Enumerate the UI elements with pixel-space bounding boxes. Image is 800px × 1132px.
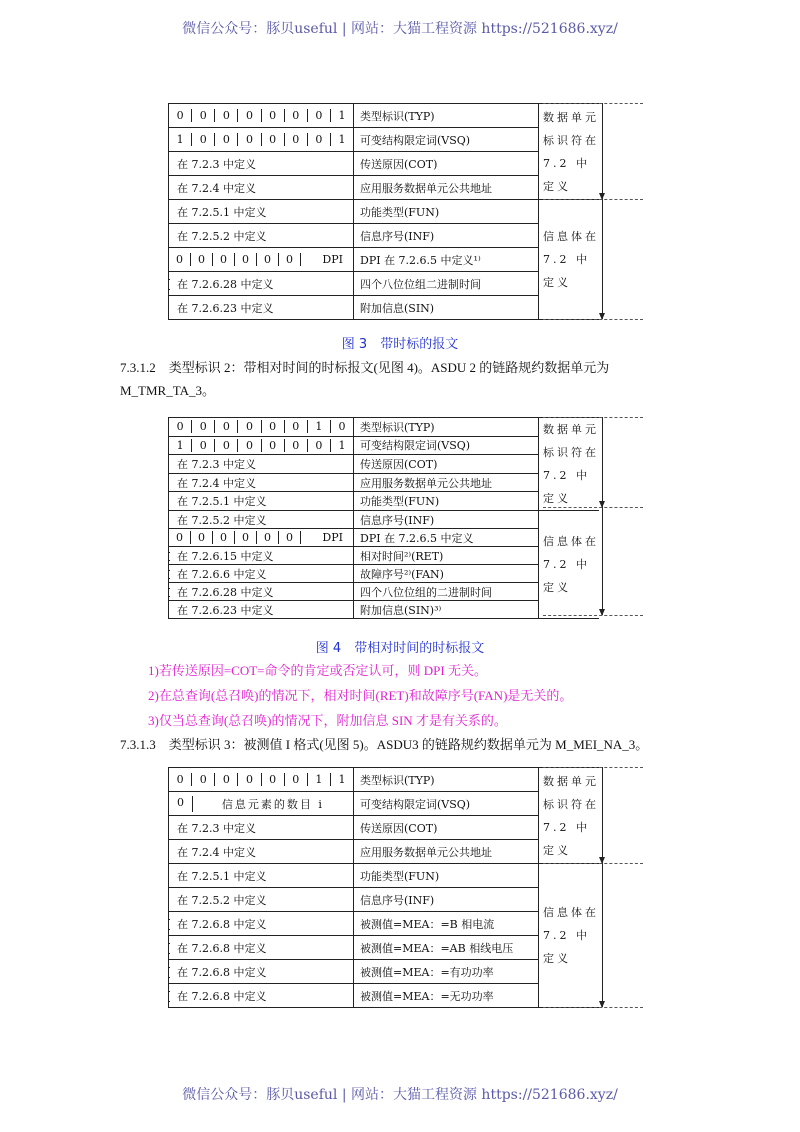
table-row xyxy=(169,224,600,248)
bit-cell: 0 xyxy=(214,420,237,433)
group-separator-line xyxy=(543,767,643,768)
group-extent-arrow xyxy=(602,863,603,1007)
table-row xyxy=(169,583,600,601)
table-row xyxy=(169,152,600,176)
field-name-cell: DPI 在 7.2.6.5 中定义 xyxy=(354,529,539,547)
bit-cell: 0 xyxy=(256,253,278,266)
group-label-cell: 信息体在 7.2 中定义 xyxy=(539,864,600,1008)
table-row xyxy=(169,936,600,960)
bit-cell: 0 xyxy=(261,439,284,452)
bit-cells xyxy=(169,796,353,812)
table-row xyxy=(169,200,600,224)
table-row xyxy=(169,248,600,272)
field-name-cell: 信息序号(INF) xyxy=(354,511,539,529)
field-name-cell: 应用服务数据单元公共地址 xyxy=(354,840,539,864)
table-row xyxy=(169,816,600,840)
field-name-cell: 传送原因(COT) xyxy=(354,152,539,176)
bit-cell: 0 xyxy=(237,439,260,452)
table-row xyxy=(169,565,600,583)
definition-text: 在 7.2.6.23 中定义 xyxy=(177,603,274,617)
bit-cell: 0 xyxy=(190,253,212,266)
bit-cell: 1 xyxy=(307,773,330,786)
bit-cell: 1 xyxy=(330,133,353,146)
table-row xyxy=(169,418,600,437)
group-label-cell: 数据单元标识符在 7.2 中定义 xyxy=(539,104,600,200)
dpi-cell: DPI xyxy=(300,531,353,544)
bit-cell: 0 xyxy=(191,109,214,122)
field-name-cell: 可变结构限定词(VSQ) xyxy=(354,792,539,816)
bit-cell: 0 xyxy=(214,439,237,452)
footnote-3: 3)仅当总查询(总召唤)的情况下，附加信息 SIN 才是有关系的。 xyxy=(148,713,507,728)
table-row xyxy=(169,864,600,888)
field-definition-cell xyxy=(169,511,354,529)
definition-text: 在 7.2.6.23 中定义 xyxy=(177,301,274,315)
field-name-cell: 被测值=MEA：=B 相电流 xyxy=(354,912,539,936)
bit-cell: 0 xyxy=(278,253,300,266)
bit-cell: 0 xyxy=(191,133,214,146)
field-definition-cell xyxy=(169,547,354,565)
field-definition-cell xyxy=(169,768,354,792)
field-name-cell: 类型标识(TYP) xyxy=(354,104,539,128)
definition-text: 在 7.2.5.1 中定义 xyxy=(177,205,267,219)
definition-text: 在 7.2.4 中定义 xyxy=(177,845,256,859)
table-row xyxy=(169,960,600,984)
bit-cell: 0 xyxy=(176,795,184,809)
bit-cell: 0 xyxy=(237,773,260,786)
group-separator-line xyxy=(543,103,643,104)
bit-cell: 0 xyxy=(261,133,284,146)
definition-text: 在 7.2.6.28 中定义 xyxy=(177,277,274,291)
multi-octet-marker xyxy=(169,552,171,561)
field-definition-cell xyxy=(169,792,354,816)
multi-octet-marker xyxy=(169,570,171,579)
field-name-cell: 被测值=MEA：=无功功率 xyxy=(354,984,539,1008)
bit-cell: 0 xyxy=(261,773,284,786)
bit-cell: 0 xyxy=(237,109,260,122)
table-row xyxy=(169,840,600,864)
field-definition-cell xyxy=(169,248,354,272)
field-definition-cell xyxy=(169,529,354,547)
table-row xyxy=(169,296,600,320)
bit-cells xyxy=(169,109,353,122)
group-extent-arrow xyxy=(602,103,603,199)
bit-cell: 0 xyxy=(284,773,307,786)
bit-cell: 0 xyxy=(234,531,256,544)
bit-cell: 0 xyxy=(176,253,183,266)
field-definition-cell xyxy=(169,272,354,296)
bit-cell: 0 xyxy=(307,109,330,122)
bit-cell: 0 xyxy=(190,531,212,544)
field-definition-cell xyxy=(169,601,354,619)
bit-cell: 0 xyxy=(214,109,237,122)
asdu-table xyxy=(168,767,599,1008)
field-definition-cell xyxy=(169,455,354,474)
field-definition-cell xyxy=(169,200,354,224)
table-row xyxy=(169,529,600,547)
field-name-cell: 功能类型(FUN) xyxy=(354,864,539,888)
definition-text: 在 7.2.6.8 中定义 xyxy=(177,965,267,979)
bit-cell: 0 xyxy=(214,773,237,786)
figure-3-caption: 图 3 带时标的报文 xyxy=(341,337,459,352)
group-separator-line xyxy=(543,507,643,508)
definition-text: 在 7.2.6.15 中定义 xyxy=(177,549,274,563)
field-name-cell: 可变结构限定词(VSQ) xyxy=(354,436,539,455)
group-extent-arrow xyxy=(602,767,603,863)
paragraph-7-3-1-2: 7.3.1.2 类型标识 2：带相对时间的时标报文(见图 4)。ASDU 2 的链路规约数据单元为 M_TMR_TA_3。 xyxy=(120,360,610,398)
header-watermark: 微信公众号：豚贝useful | 网站：大猫工程资源 https://521686.xyz/ xyxy=(182,21,618,37)
field-name-cell: 附加信息(SIN) xyxy=(354,296,539,320)
bit-cell: 1 xyxy=(330,773,353,786)
group-extent-arrow xyxy=(602,507,603,615)
field-name-cell: 信息序号(INF) xyxy=(354,888,539,912)
footnote-2: 2)在总查询(总召唤)的情况下，相对时间(RET)和故障序号(FAN)是无关的。 xyxy=(148,688,573,703)
multi-octet-marker xyxy=(169,967,171,978)
bit-cell: 1 xyxy=(176,133,184,146)
field-name-cell: 功能类型(FUN) xyxy=(354,200,539,224)
field-definition-cell xyxy=(169,224,354,248)
definition-text: 在 7.2.5.2 中定义 xyxy=(177,893,267,907)
bit-cells xyxy=(169,773,353,786)
footnote-1: 1)若传送原因=COT=命令的肯定或否定认可，则 DPI 无关。 xyxy=(148,663,487,678)
table-row xyxy=(169,436,600,455)
bit-cell: 0 xyxy=(212,253,234,266)
definition-text: 在 7.2.3 中定义 xyxy=(177,821,256,835)
field-name-cell: 功能类型(FUN) xyxy=(354,492,539,511)
bit-cell: 1 xyxy=(330,109,353,122)
field-definition-cell xyxy=(169,864,354,888)
bit-cell: 0 xyxy=(330,420,353,433)
definition-text: 在 7.2.5.1 中定义 xyxy=(177,495,267,509)
field-definition-cell xyxy=(169,984,354,1008)
table-row xyxy=(169,272,600,296)
field-name-cell: 类型标识(TYP) xyxy=(354,768,539,792)
definition-text: 在 7.2.3 中定义 xyxy=(177,157,256,171)
field-definition-cell xyxy=(169,840,354,864)
definition-text: 在 7.2.5.1 中定义 xyxy=(177,869,267,883)
definition-text: 在 7.2.5.2 中定义 xyxy=(177,513,267,527)
field-definition-cell xyxy=(169,152,354,176)
dpi-cell: DPI xyxy=(300,253,353,266)
table-row xyxy=(169,455,600,474)
field-definition-cell xyxy=(169,436,354,455)
field-definition-cell xyxy=(169,473,354,492)
bit-cells xyxy=(169,420,353,433)
table-row xyxy=(169,888,600,912)
field-name-cell: 应用服务数据单元公共地址 xyxy=(354,473,539,492)
bit-cell: 0 xyxy=(261,109,284,122)
definition-text: 在 7.2.6.8 中定义 xyxy=(177,989,267,1003)
field-definition-cell xyxy=(169,128,354,152)
field-definition-cell xyxy=(169,936,354,960)
group-separator-line xyxy=(543,863,643,864)
group-label-cell: 数据单元标识符在 7.2 中定义 xyxy=(539,768,600,864)
bit-cell: 0 xyxy=(307,439,330,452)
bit-cells xyxy=(169,253,353,266)
field-name-cell: 应用服务数据单元公共地址 xyxy=(354,176,539,200)
bit-cell: 0 xyxy=(256,531,278,544)
field-definition-cell xyxy=(169,583,354,601)
paragraph-7-3-1-3: 7.3.1.3 类型标识 3：被测值 I 格式(见图 5)。ASDU3 的链路规约数据单元为 M_MEI_NA_3。 xyxy=(120,737,649,752)
field-definition-cell xyxy=(169,296,354,320)
field-name-cell: DPI 在 7.2.6.5 中定义¹⁾ xyxy=(354,248,539,272)
table-row xyxy=(169,792,600,816)
field-name-cell: 可变结构限定词(VSQ) xyxy=(354,128,539,152)
group-separator-line xyxy=(543,615,643,616)
field-definition-cell xyxy=(169,888,354,912)
field-definition-cell xyxy=(169,565,354,583)
field-definition-cell xyxy=(169,816,354,840)
table-row xyxy=(169,104,600,128)
bit-cell: 0 xyxy=(284,133,307,146)
bit-cell: 1 xyxy=(330,439,353,452)
bit-cells xyxy=(169,439,353,452)
bit-cell: 0 xyxy=(278,531,300,544)
multi-octet-marker xyxy=(169,588,171,597)
group-extent-arrow xyxy=(602,199,603,319)
bit-cell: 0 xyxy=(176,531,183,544)
group-extent-arrow xyxy=(602,417,603,507)
bit-cell: 0 xyxy=(212,531,234,544)
definition-text: 在 7.2.6.8 中定义 xyxy=(177,917,267,931)
bit-cell: 0 xyxy=(307,133,330,146)
asdu-table xyxy=(168,103,599,320)
bit-cell: 0 xyxy=(214,133,237,146)
table-row xyxy=(169,492,600,511)
field-name-cell: 附加信息(SIN)³⁾ xyxy=(354,601,539,619)
footer-watermark: 微信公众号：豚贝useful | 网站：大猫工程资源 https://521686.xyz/ xyxy=(182,1087,618,1103)
element-count-cell: 信息元素的数目 i xyxy=(192,796,353,812)
asdu-table xyxy=(168,417,599,619)
field-name-cell: 传送原因(COT) xyxy=(354,455,539,474)
table-row xyxy=(169,176,600,200)
field-definition-cell xyxy=(169,104,354,128)
group-label-cell: 信息体在 7.2 中定义 xyxy=(539,200,600,320)
definition-text: 在 7.2.6.28 中定义 xyxy=(177,585,274,599)
field-name-cell: 四个八位位组的二进制时间 xyxy=(354,583,539,601)
field-name-cell: 信息序号(INF) xyxy=(354,224,539,248)
table-row xyxy=(169,601,600,619)
bit-cell: 0 xyxy=(191,773,214,786)
bit-cell: 1 xyxy=(176,438,184,452)
table-row xyxy=(169,547,600,565)
group-separator-line xyxy=(543,319,643,320)
group-separator-line xyxy=(543,199,643,200)
multi-octet-marker xyxy=(169,279,171,290)
table-row xyxy=(169,768,600,792)
bit-cell: 0 xyxy=(237,420,260,433)
bit-cell: 0 xyxy=(261,420,284,433)
table-row xyxy=(169,473,600,492)
bit-cell: 0 xyxy=(191,420,214,433)
bit-cells xyxy=(169,531,353,544)
bit-cells xyxy=(169,133,353,146)
multi-octet-marker xyxy=(169,943,171,954)
bit-cell: 1 xyxy=(307,420,330,433)
field-name-cell: 类型标识(TYP) xyxy=(354,418,539,437)
definition-text: 在 7.2.5.2 中定义 xyxy=(177,229,267,243)
field-definition-cell xyxy=(169,176,354,200)
multi-octet-marker xyxy=(169,991,171,1002)
definition-text: 在 7.2.4 中定义 xyxy=(177,476,256,490)
field-definition-cell xyxy=(169,418,354,437)
group-label-cell: 信息体在 7.2 中定义 xyxy=(539,511,600,619)
bit-cell: 0 xyxy=(234,253,256,266)
field-definition-cell xyxy=(169,492,354,511)
figure-3-table xyxy=(168,103,599,320)
bit-cell: 0 xyxy=(176,420,184,434)
definition-text: 在 7.2.3 中定义 xyxy=(177,457,256,471)
table-row xyxy=(169,511,600,529)
bit-cell: 0 xyxy=(176,773,184,786)
figure-4-caption: 图 4 带相对时间的时标报文 xyxy=(315,641,485,656)
bit-cell: 0 xyxy=(191,439,214,452)
table-row xyxy=(169,912,600,936)
definition-text: 在 7.2.6.8 中定义 xyxy=(177,941,267,955)
field-definition-cell xyxy=(169,912,354,936)
field-name-cell: 被测值=MEA：=有功功率 xyxy=(354,960,539,984)
bit-cell: 0 xyxy=(237,133,260,146)
bit-cell: 0 xyxy=(176,109,184,122)
definition-text: 在 7.2.4 中定义 xyxy=(177,181,256,195)
group-separator-line xyxy=(543,417,643,418)
field-definition-cell xyxy=(169,960,354,984)
field-name-cell: 相对时间²⁾(RET) xyxy=(354,547,539,565)
field-name-cell: 被测值=MEA：=AB 相线电压 xyxy=(354,936,539,960)
bit-cell: 0 xyxy=(284,439,307,452)
field-name-cell: 传送原因(COT) xyxy=(354,816,539,840)
table-row xyxy=(169,984,600,1008)
field-name-cell: 四个八位位组二进制时间 xyxy=(354,272,539,296)
figure-4-table xyxy=(168,417,599,619)
definition-text: 在 7.2.6.6 中定义 xyxy=(177,567,267,581)
bit-cell: 0 xyxy=(284,109,307,122)
table-row xyxy=(169,128,600,152)
field-name-cell: 故障序号²⁾(FAN) xyxy=(354,565,539,583)
group-label-cell: 数据单元标识符在 7.2 中定义 xyxy=(539,418,600,511)
group-separator-line xyxy=(543,1007,643,1008)
figure-5-table xyxy=(168,767,599,1008)
multi-octet-marker xyxy=(169,919,171,930)
bit-cell: 0 xyxy=(284,420,307,433)
